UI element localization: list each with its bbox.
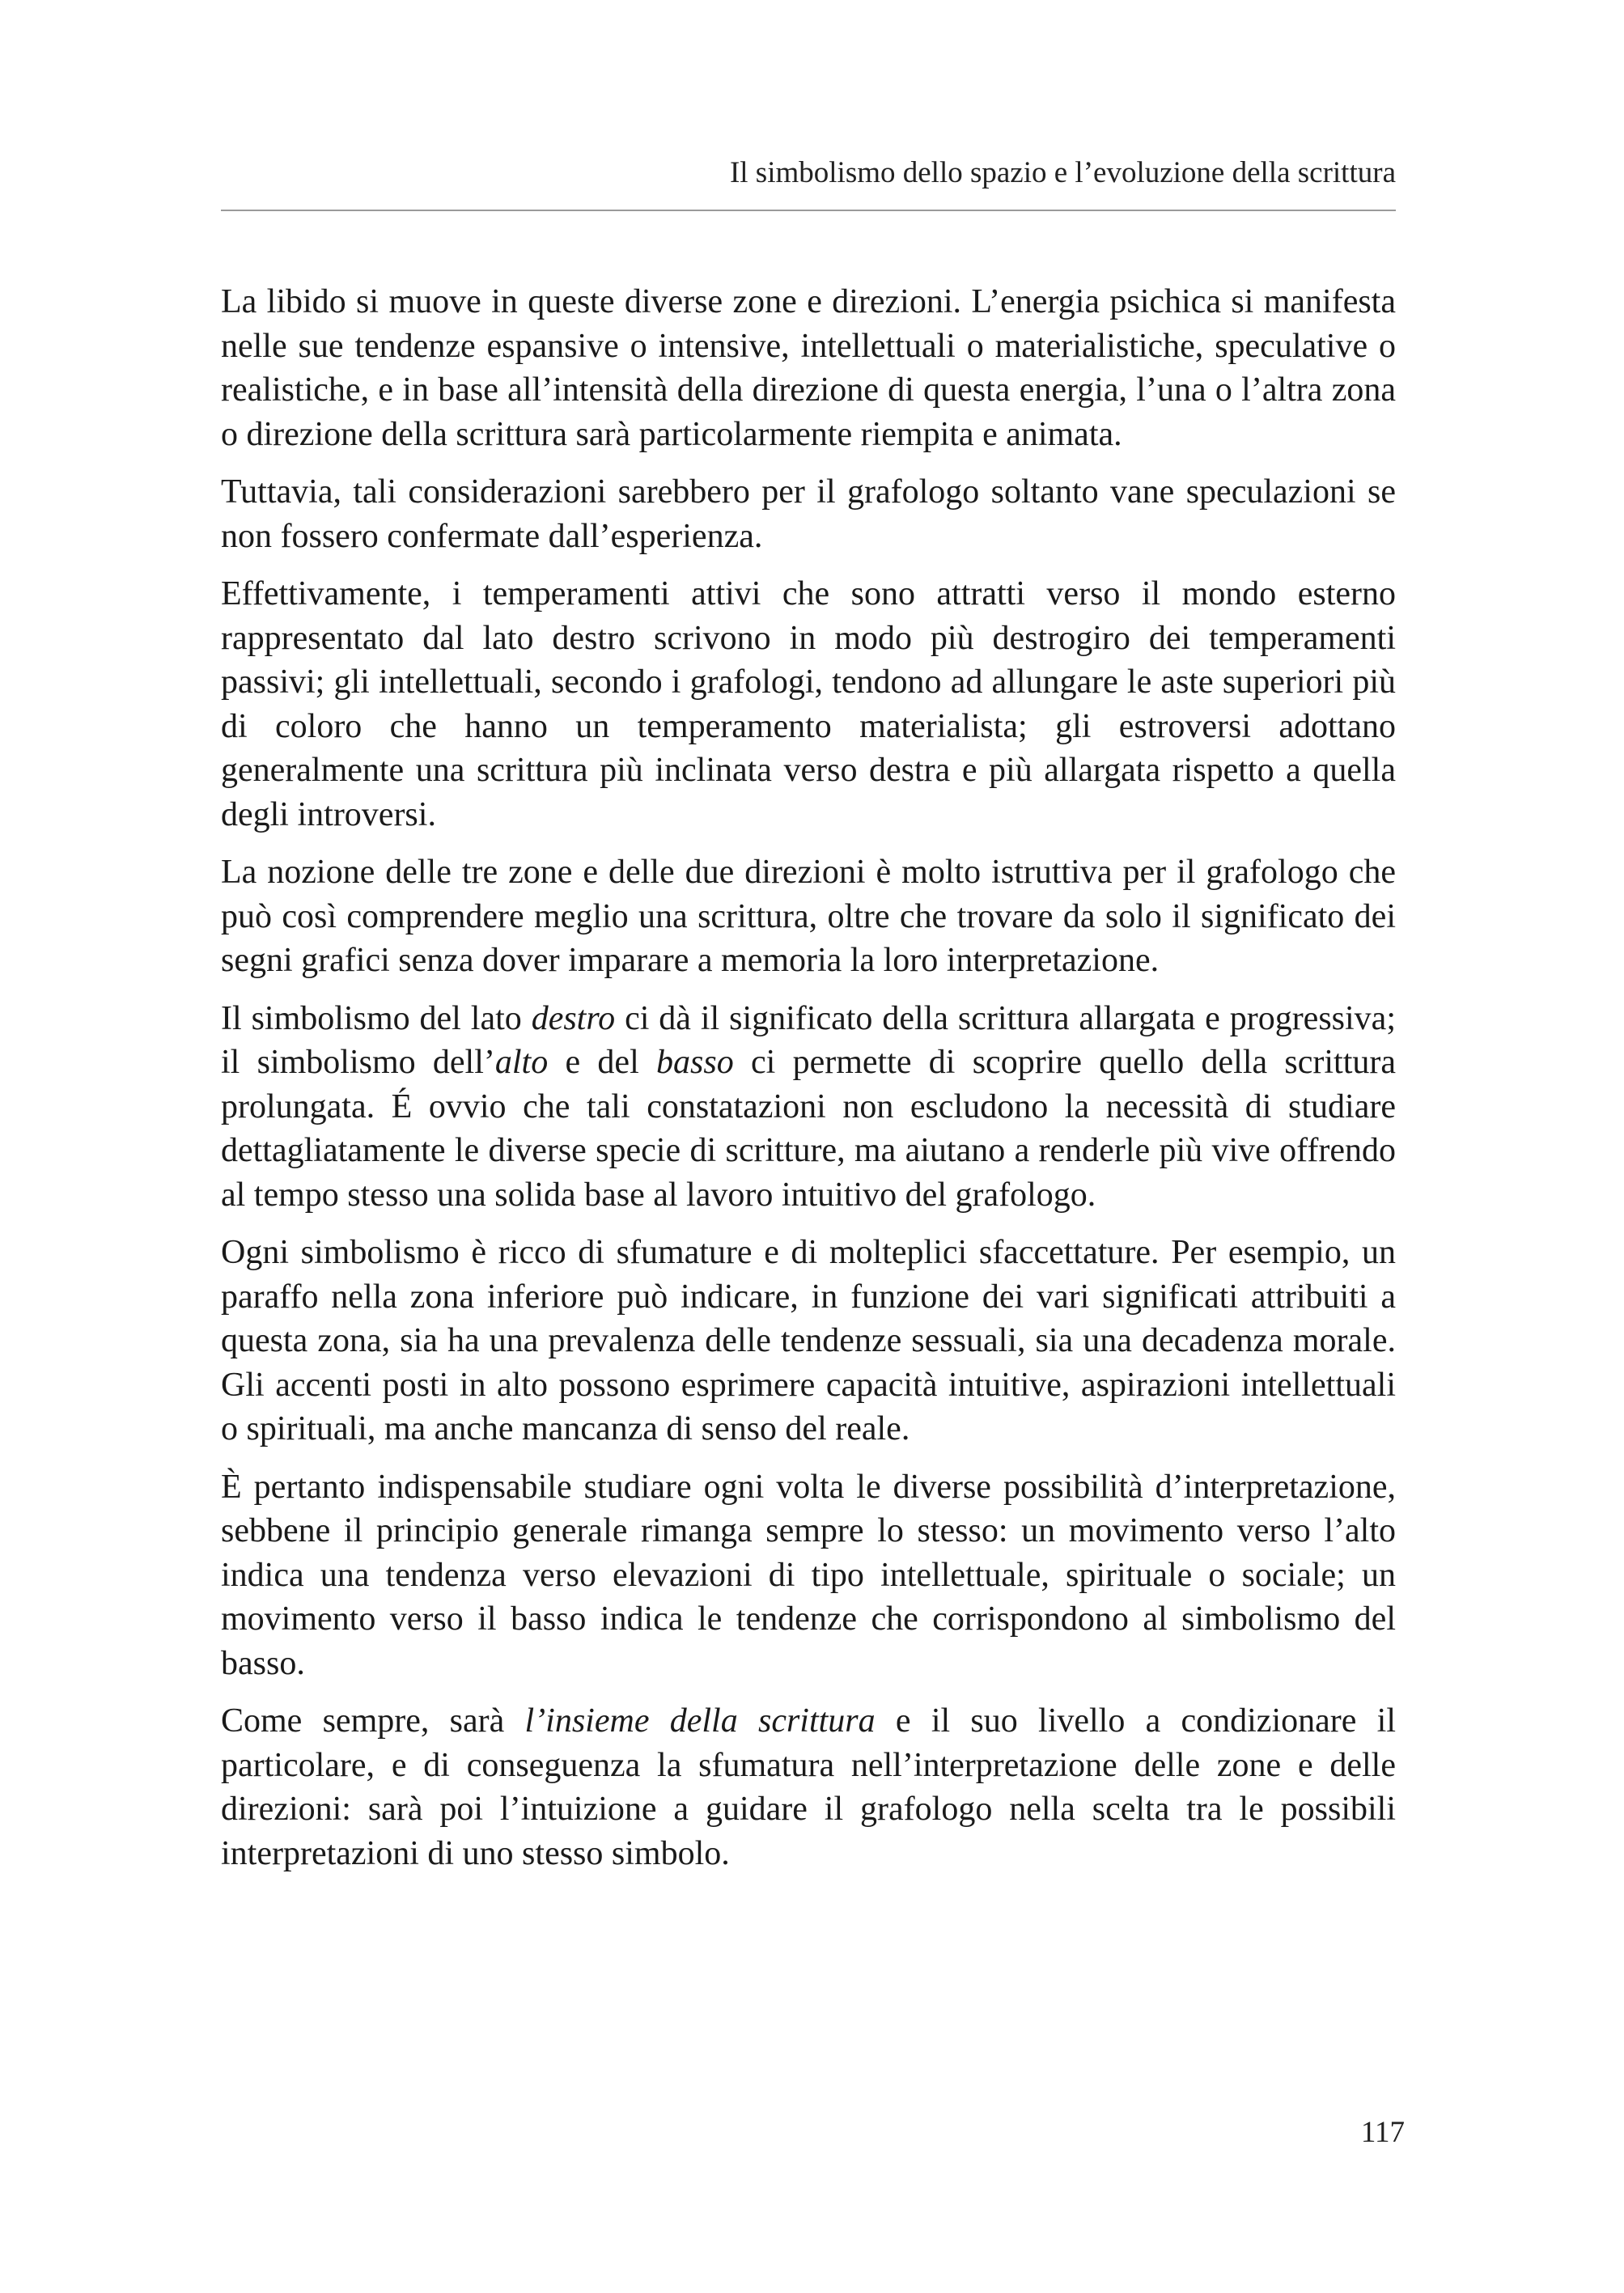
paragraph-6: Ogni simbolismo è ricco di sfumature e di molteplici sfaccettature. Per esempio, un paraffo nella zona inferiore può indicare, in funzione dei vari significati attribuiti a questa zona, sia ha una prevalenza delle tendenze sessuali, sia una decadenza morale. Gli accenti posti in alto possono esprimere capacità intuitive, aspirazioni intellettuali o spirituali, ma anche mancanza di senso del reale. bbox=[221, 1234, 1396, 1447]
italic-insieme-della-scrittura: l’insieme della scrittura bbox=[524, 1702, 876, 1740]
italic-alto: alto bbox=[494, 1044, 549, 1081]
paragraph-5-text-3: e del bbox=[548, 1044, 657, 1081]
paragraph-5-text-4: ci permette di scoprire quello della scrittura prolungata. É ovvio che tali constatazioni non escludono la necessità di studiare dettagliatamente le diverse specie di scritture, ma aiutano a renderle più vive offrendo al tempo stesso una solida base al lavoro intuitivo del grafologo. bbox=[221, 1044, 1397, 1214]
paragraph-2: Tuttavia, tali considerazioni sarebbero per il grafologo soltanto vane speculazioni se non fossero confermate dall’esperienza. bbox=[221, 473, 1396, 555]
body-text bbox=[221, 280, 1396, 1889]
paragraph-5-text-2: ci dà il significato della scrittura allargata e progressiva; il simbolismo dell’ bbox=[221, 999, 1396, 1081]
paragraph-8-text-1: Come sempre, sarà bbox=[221, 1702, 525, 1740]
italic-destro: destro bbox=[531, 999, 616, 1037]
running-head: Il simbolismo dello spazio e l’evoluzione della scrittura bbox=[729, 156, 1396, 189]
paragraph-3: Effettivamente, i temperamenti attivi che sono attratti verso il mondo esterno rappresentato dal lato destro scrivono in modo più destrogiro dei temperamenti passivi; gli intellettuali, secondo i grafologi, tendono ad allungare le aste superiori più di coloro che hanno un temperamento materialista; gli estroversi adottano generalmente una scrittura più inclinata verso destra e più allargata rispetto a quella degli introversi. bbox=[221, 575, 1396, 833]
paragraph-4: La nozione delle tre zone e delle due direzioni è molto istruttiva per il grafologo che può così comprendere meglio una scrittura, oltre che trovare da solo il significato dei segni grafici senza dover imparare a memoria la loro interpretazione. bbox=[221, 854, 1396, 979]
header-rule bbox=[221, 210, 1396, 211]
paragraph-5-text-1: Il simbolismo del lato bbox=[221, 999, 532, 1037]
paragraph-8 bbox=[221, 1699, 1396, 1876]
paragraph-5 bbox=[221, 997, 1396, 1218]
italic-basso: basso bbox=[656, 1044, 734, 1081]
page-number: 117 bbox=[1360, 2116, 1405, 2149]
paragraph-7: È pertanto indispensabile studiare ogni volta le diverse possibilità d’interpretazione, sebbene il principio generale rimanga sempre lo stesso: un movimento verso l’alto indica una tendenza verso elevazioni di tipo intellettuale, spirituale o sociale; un movimento verso il basso indica le tendenze che corrispondono al simbolismo del basso. bbox=[221, 1468, 1396, 1682]
paragraph-1: La libido si muove in queste diverse zone e direzioni. L’energia psichica si manifesta nelle sue tendenze espansive o intensive, intellettuali o materialistiche, speculative o realistiche, e in base all’intensità della direzione di questa energia, l’una o l’altra zona o direzione della scrittura sarà particolarmente riempita e animata. bbox=[221, 283, 1396, 453]
paragraph-8-text-2: e il suo livello a condizionare il particolare, e di conseguenza la sfumatura nell’interpretazione delle zone e delle direzioni: sarà poi l’intuizione a guidare il grafologo nella scelta tra le possibili interpretazioni di uno stesso simbolo. bbox=[221, 1702, 1396, 1872]
